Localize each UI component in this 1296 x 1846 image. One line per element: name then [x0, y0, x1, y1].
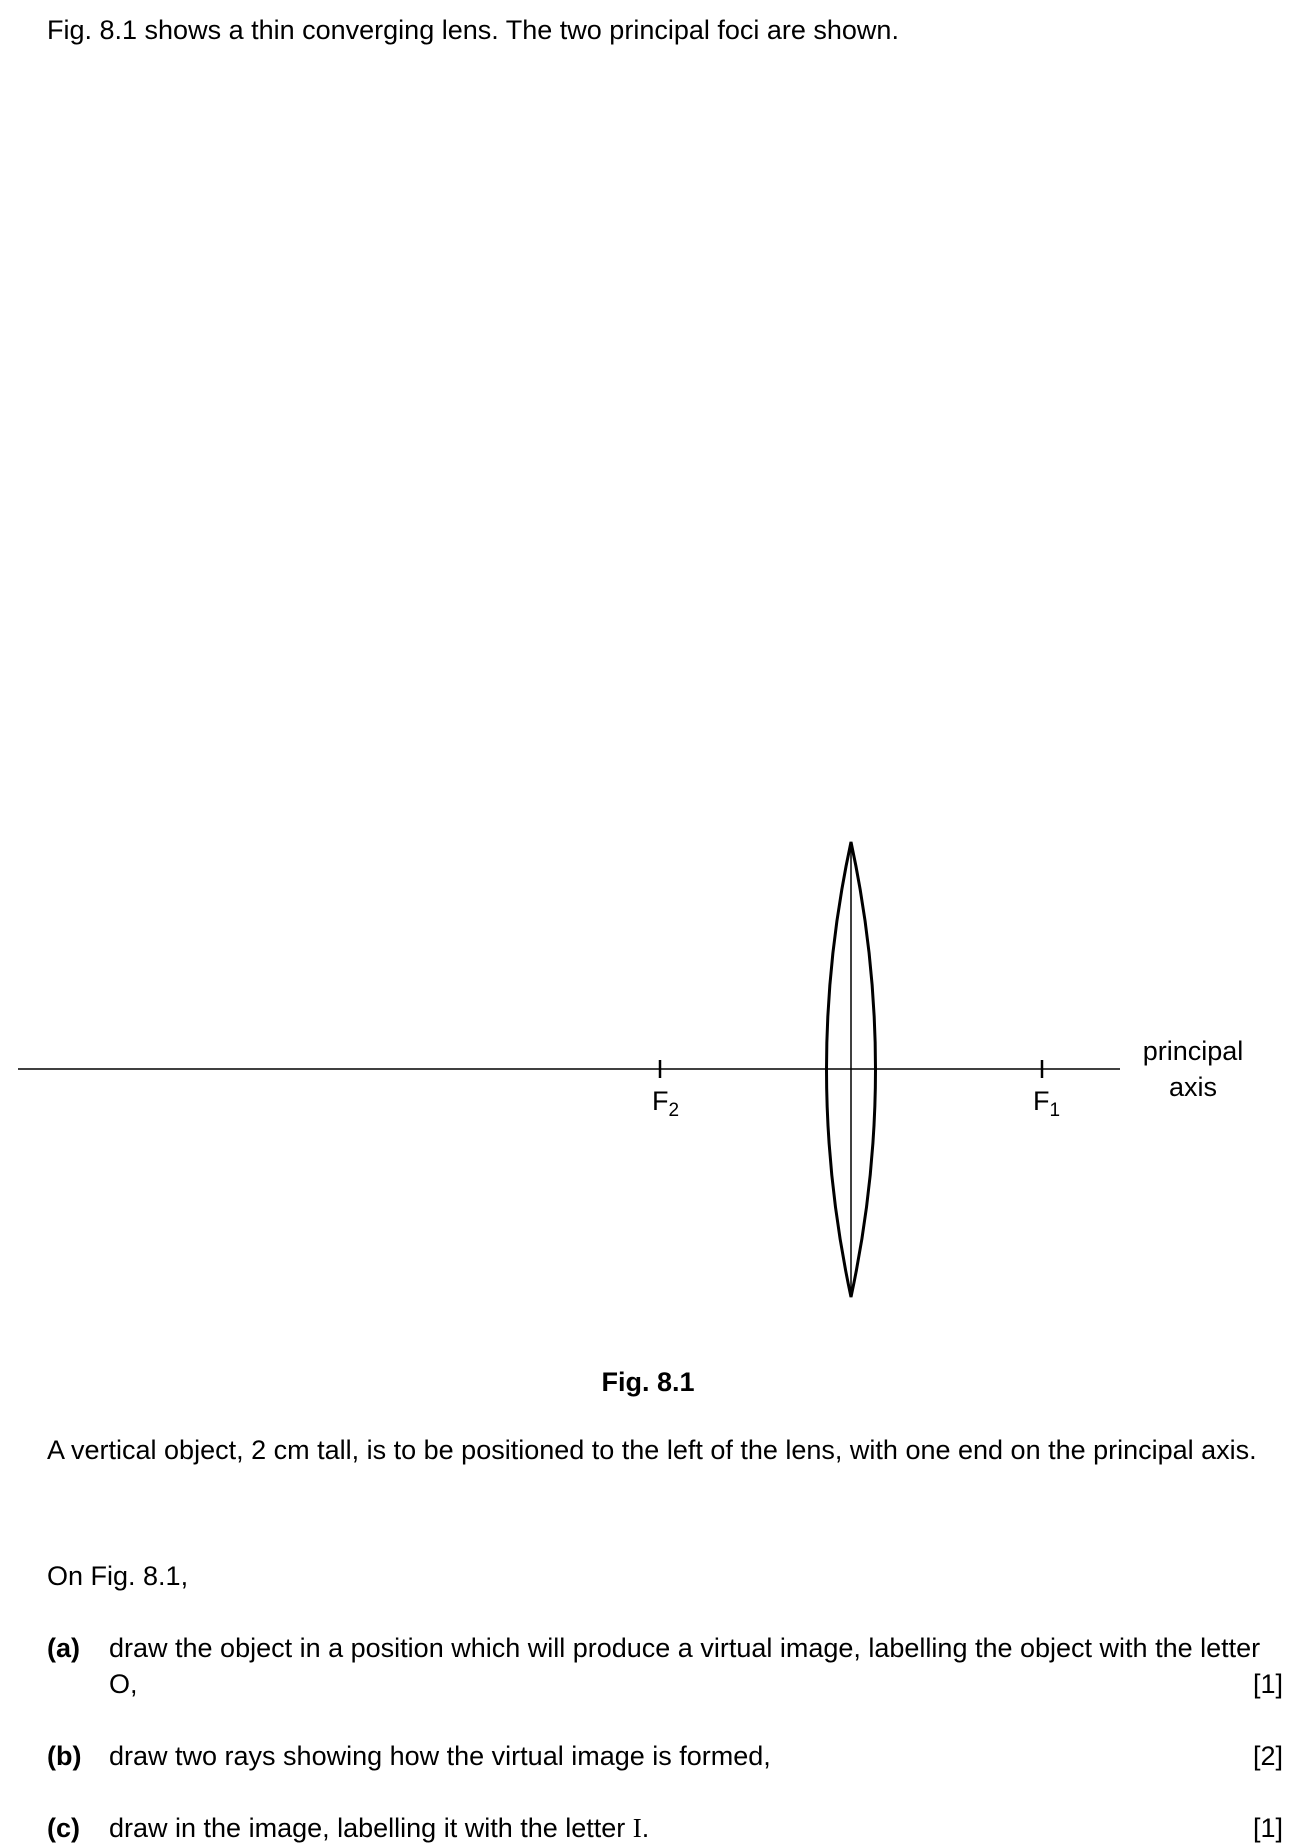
part-c-text-after: . — [641, 1813, 650, 1843]
figure-caption: Fig. 8.1 — [601, 1367, 695, 1397]
question-stem: A vertical object, 2 cm tall, is to be positioned to the left of the lens, with one end on the principal axis. — [47, 1435, 1257, 1465]
part-b-marks: [2] — [1252, 1741, 1283, 1771]
intro-text: Fig. 8.1 shows a thin converging lens. The two principal foci are shown. — [47, 15, 899, 45]
part-a-text: draw the object in a position which will produce a virtual image, labelling the object with the letter O, — [109, 1633, 1261, 1699]
axis-label-principal: principal — [1142, 1036, 1244, 1066]
part-b — [47, 1738, 1283, 1774]
part-a-label: (a) — [47, 1633, 80, 1663]
part-c — [47, 1810, 1283, 1846]
focus-f1-subscript: 1 — [1049, 1100, 1061, 1121]
focus-f2-letter: F — [652, 1086, 669, 1116]
focus-f2-label — [652, 1086, 679, 1121]
part-b-label: (b) — [47, 1741, 82, 1771]
part-c-text-before: draw in the image, labelling it with the letter — [109, 1813, 633, 1843]
part-c-text — [109, 1810, 1283, 1846]
part-c-marks: [1] — [1252, 1813, 1283, 1843]
image-letter: I — [632, 1813, 642, 1843]
focus-f1-letter: F — [1033, 1086, 1050, 1116]
part-a-marks: [1] — [1252, 1669, 1283, 1699]
focus-f1-label — [1033, 1086, 1060, 1121]
instruction-text: On Fig. 8.1, — [47, 1561, 189, 1591]
axis-label-axis: axis — [1168, 1072, 1218, 1102]
part-a — [47, 1630, 1283, 1702]
part-b-text: draw two rays showing how the virtual image is formed, — [109, 1741, 771, 1771]
part-c-label: (c) — [47, 1813, 80, 1843]
focus-f2-subscript: 2 — [668, 1100, 680, 1121]
